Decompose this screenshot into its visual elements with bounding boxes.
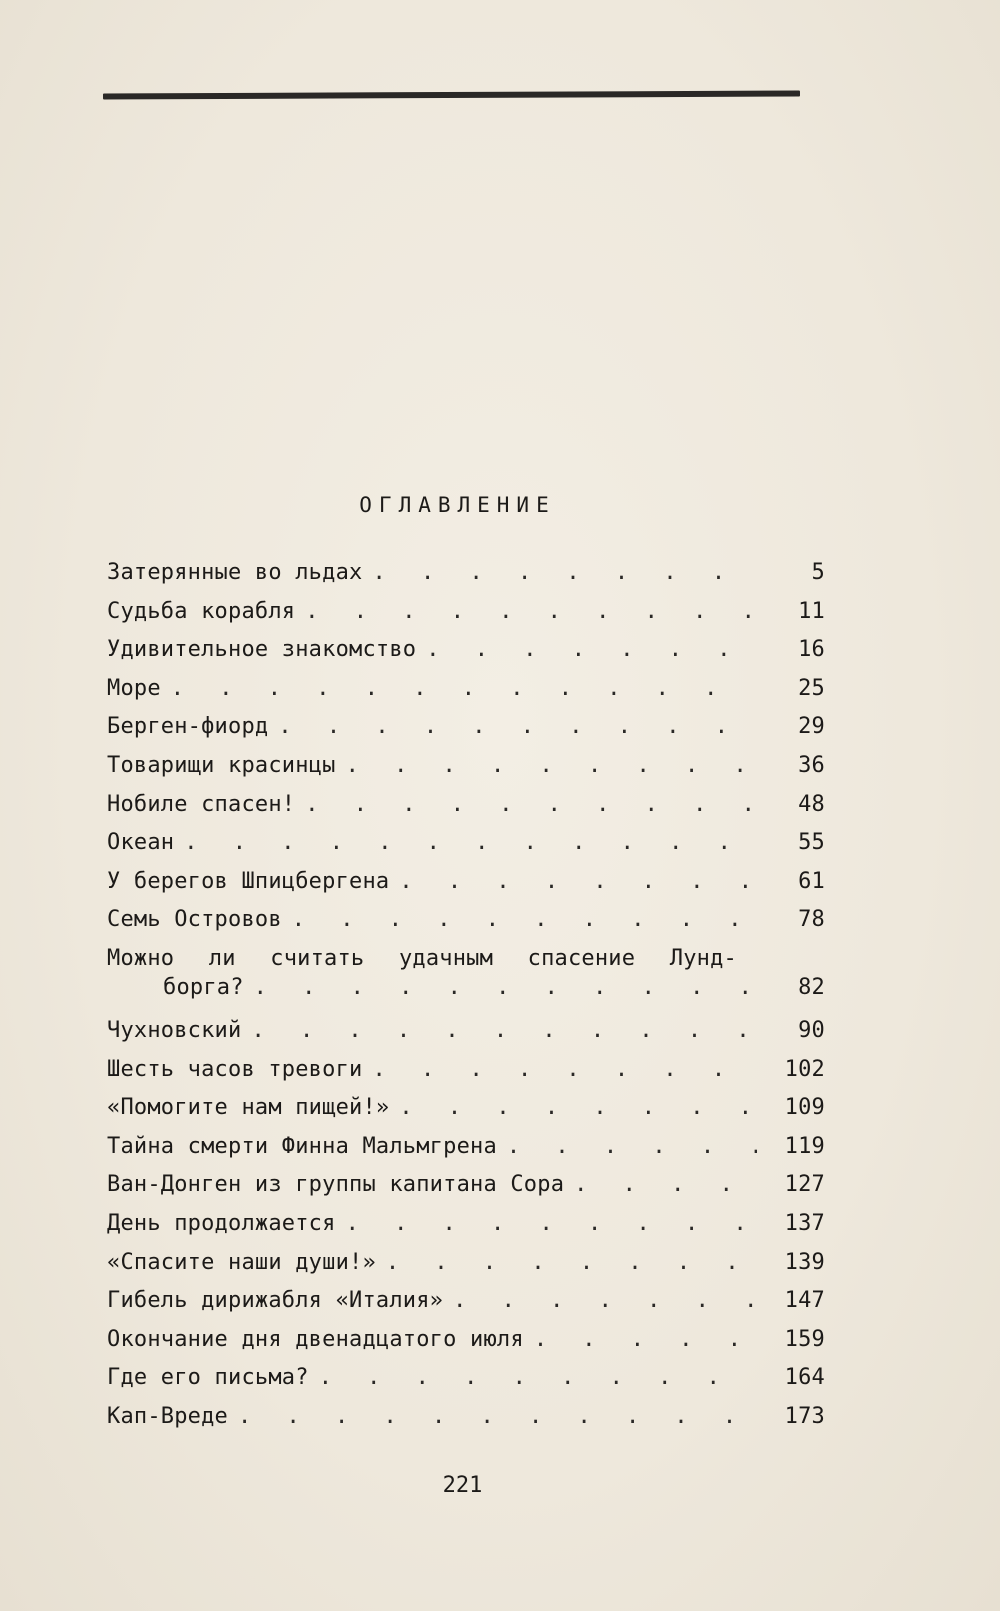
- toc-entry: [107, 1365, 825, 1404]
- entry-page: 11: [798, 598, 825, 624]
- dot-leader: [399, 869, 757, 894]
- toc-entry: [107, 1404, 825, 1443]
- dot-leader: [254, 975, 757, 1000]
- entry-page: 48: [798, 791, 825, 817]
- entry-page: 90: [798, 1017, 825, 1043]
- entry-page: 55: [798, 830, 825, 856]
- dot-leader: [292, 907, 757, 932]
- entry-title: Окончание дня двенадцатого июля: [107, 1326, 524, 1352]
- entry-page: 173: [784, 1403, 825, 1429]
- dot-leader: [426, 637, 757, 662]
- toc-entry: [107, 1327, 825, 1366]
- dot-leader: [184, 830, 757, 855]
- toc-entry: [107, 1250, 825, 1289]
- entry-title: Нобиле спасен!: [107, 791, 296, 817]
- entry-title: Где его письма?: [107, 1365, 309, 1391]
- entry-title: Семь Островов: [107, 907, 282, 933]
- dot-leader: [238, 1404, 757, 1429]
- entry-title: Чухновский: [107, 1017, 242, 1043]
- entry-page: 78: [798, 907, 825, 933]
- entry-page: 147: [784, 1288, 825, 1314]
- entry-page: 159: [784, 1326, 825, 1352]
- toc-entry: [107, 1095, 825, 1134]
- entry-page: 25: [798, 675, 825, 701]
- toc-entry: [107, 637, 825, 676]
- dot-leader: [319, 1365, 757, 1390]
- entry-page: 29: [798, 714, 825, 740]
- toc-entry: [107, 676, 825, 715]
- dot-leader: [399, 1095, 757, 1120]
- dot-leader: [278, 714, 757, 739]
- entry-title: Море: [107, 675, 161, 701]
- entry-title: «Спасите наши души!»: [107, 1249, 376, 1275]
- dot-leader: [305, 792, 757, 817]
- entry-title: Океан: [107, 830, 175, 856]
- dot-leader: [346, 1211, 757, 1236]
- dot-leader: [507, 1134, 757, 1159]
- entry-title: У берегов Шпицбергена: [107, 868, 390, 894]
- top-rule: [103, 90, 800, 99]
- toc-entry: [107, 753, 825, 792]
- entry-title: Ван-Донген из группы капитана Сора: [107, 1172, 565, 1198]
- dot-leader: [372, 1057, 757, 1082]
- toc-entry: [107, 599, 825, 638]
- entry-page: 5: [811, 560, 825, 585]
- toc-entry: [107, 792, 825, 831]
- entry-title: Удивительное знакомство: [107, 637, 417, 663]
- dot-leader: [386, 1250, 757, 1275]
- toc-entry: [107, 1134, 825, 1173]
- toc-entry: [107, 560, 825, 599]
- entry-page: 102: [784, 1056, 825, 1082]
- entry-page: 164: [784, 1365, 825, 1391]
- dot-leader: [305, 599, 757, 624]
- dot-leader: [534, 1327, 757, 1352]
- toc-entry: [107, 869, 825, 908]
- entry-page: 61: [798, 868, 825, 894]
- entry-title: Тайна смерти Финна Мальмгрена: [107, 1133, 497, 1159]
- toc-entry: [107, 1057, 825, 1096]
- entry-title-line1: Можно ли считать удачным спасение Лунд-: [107, 945, 737, 971]
- dot-leader: [346, 753, 757, 778]
- entry-page: 119: [784, 1133, 825, 1159]
- dot-leader: [574, 1172, 757, 1197]
- toc-entry: [107, 1288, 825, 1327]
- entry-page: 16: [798, 637, 825, 663]
- table-of-contents: [107, 560, 825, 1442]
- entry-title: Гибель дирижабля «Италия»: [107, 1288, 444, 1314]
- entry-page: 82: [798, 974, 825, 1000]
- toc-entry: [107, 907, 825, 946]
- entry-title: Затерянные во льдах: [107, 560, 363, 585]
- toc-entry: [107, 1211, 825, 1250]
- toc-entry: [107, 1172, 825, 1211]
- toc-entry: [107, 946, 825, 1018]
- entry-title: Кап-Вреде: [107, 1403, 229, 1429]
- page-number: 221: [442, 1473, 483, 1498]
- dot-leader: [453, 1288, 757, 1313]
- dot-leader: [171, 676, 757, 701]
- entry-title-line2: борга?: [163, 974, 244, 1000]
- entry-title: День продолжается: [107, 1210, 336, 1236]
- entry-page: 36: [798, 752, 825, 778]
- entry-page: 127: [784, 1172, 825, 1198]
- dot-leader: [372, 560, 757, 585]
- entry-page: 109: [784, 1095, 825, 1121]
- toc-entry: [107, 830, 825, 869]
- toc-entry: [107, 714, 825, 753]
- entry-page: 137: [784, 1210, 825, 1236]
- entry-title: Товарищи красинцы: [107, 752, 336, 778]
- toc-heading: ОГЛАВЛЕНИЕ: [359, 493, 556, 517]
- toc-entry: [107, 1018, 825, 1057]
- entry-title: Шесть часов тревоги: [107, 1056, 363, 1082]
- entry-title: «Помогите нам пищей!»: [107, 1095, 390, 1121]
- entry-title: Берген-фиорд: [107, 714, 269, 740]
- entry-page: 139: [784, 1249, 825, 1275]
- dot-leader: [251, 1018, 757, 1043]
- entry-title: Судьба корабля: [107, 598, 296, 624]
